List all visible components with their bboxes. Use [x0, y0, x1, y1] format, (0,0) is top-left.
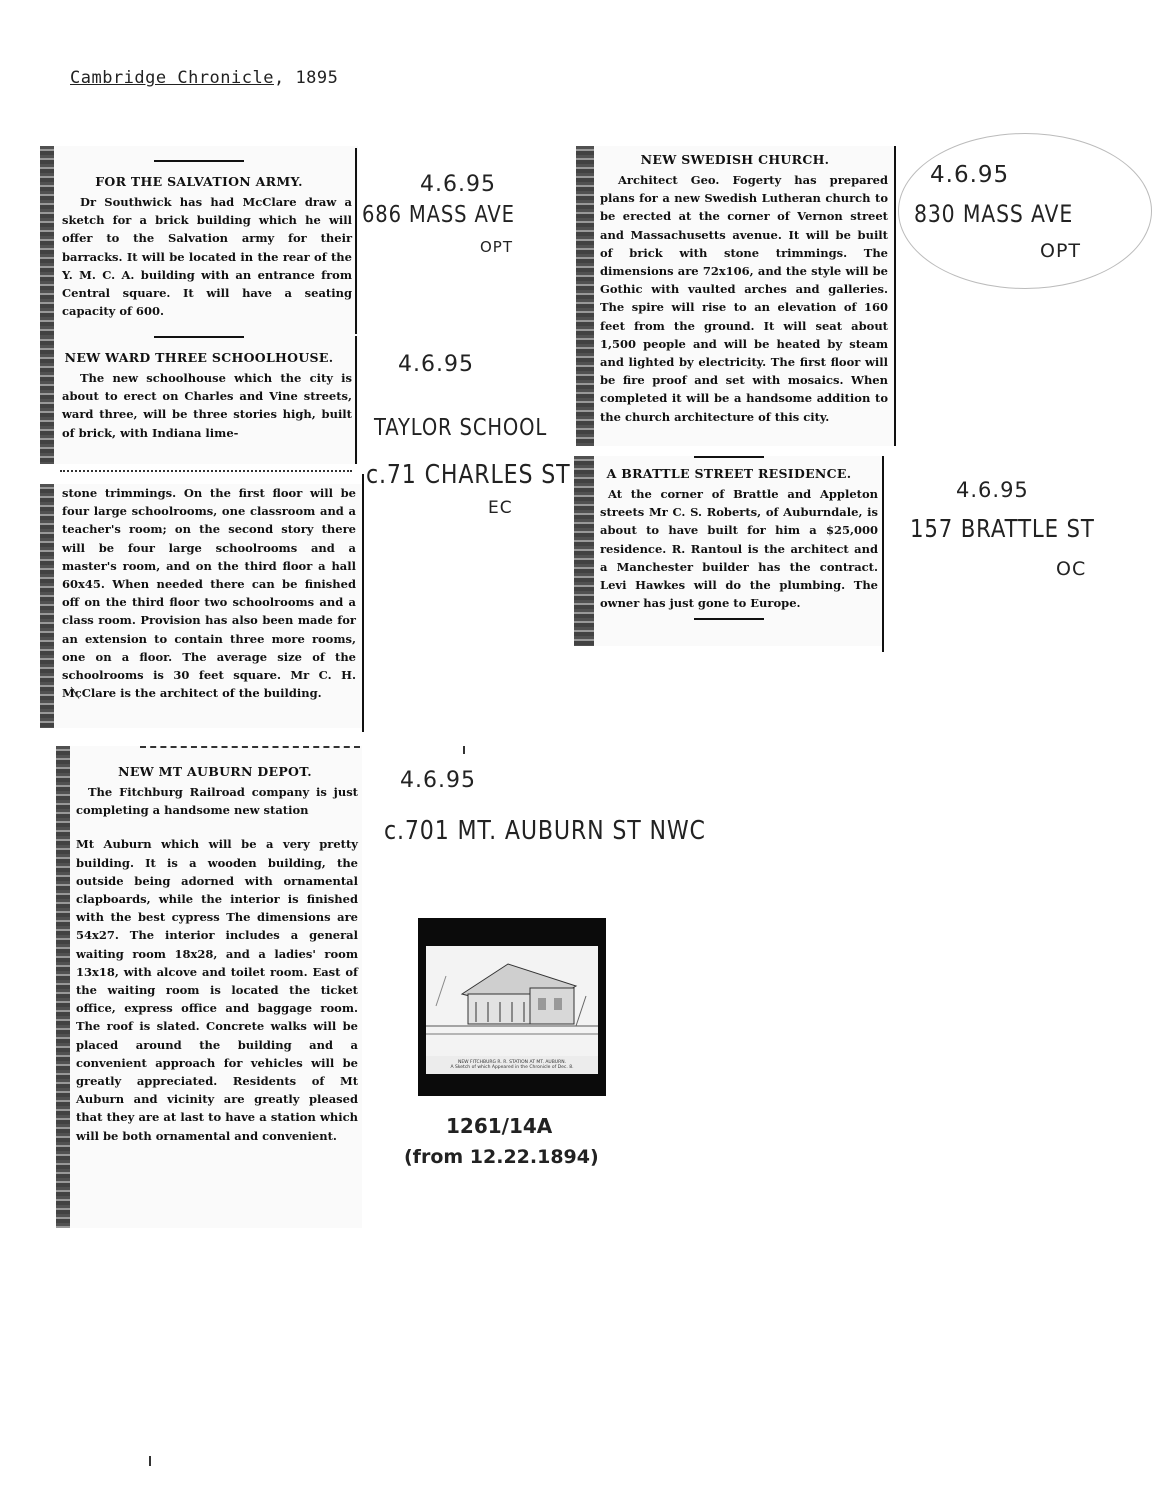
headline: NEW SWEDISH CHURCH.	[640, 152, 830, 167]
handwritten-date-salvation: 4.6.95	[420, 172, 496, 197]
article-body-continued: Mt Auburn which will be a very pretty building. It is a wooden building, the outside being adorned with ornamental clapboards, while the interior is finished with the best cypress The dimensions are 54x27. The interior includes a general waiting room 18x28, and a ladies' room 13x18, with alcove and toilet room. East of the waiting room is located the ticket office, express office and baggage room. The roof is slated. Concrete walks will be placed around the building and a convenient approach for vehicles will be greatly appreciated. Residents of Mt Auburn and vicinity are greatly pleased that they are at last to have a station which will be both ornamental and convenient.	[76, 837, 358, 1143]
document-header	[70, 68, 338, 88]
headline: NEW WARD THREE SCHOOLHOUSE.	[64, 350, 334, 365]
section-rule	[154, 160, 244, 162]
handwritten-code-brattle: OC	[1056, 558, 1087, 580]
handwritten-date-brattle: 4.6.95	[956, 478, 1029, 502]
torn-edge	[40, 484, 54, 728]
column-rule	[362, 474, 364, 732]
article-body: The new schoolhouse which the city is about to erect on Charles and Vine streets, ward three, will be three stories high, built of brick, with Indiana lime-	[62, 371, 352, 440]
handwritten-date-swedish: 4.6.95	[930, 162, 1010, 188]
dashed-rule	[140, 746, 360, 748]
handwritten-reference: 1261/14A	[446, 1114, 553, 1138]
column-rule	[355, 148, 357, 334]
column-rule	[355, 336, 357, 464]
handwritten-source-date: (from 12.22.1894)	[404, 1146, 599, 1168]
headline: NEW MT AUBURN DEPOT.	[118, 764, 312, 779]
clipping-ward-three-top	[40, 336, 358, 464]
clipping-salvation-army	[40, 146, 358, 336]
torn-edge	[574, 456, 594, 646]
handwritten-date-mt-auburn: 4.6.95	[400, 768, 476, 793]
torn-edge	[576, 146, 594, 446]
section-rule	[694, 618, 764, 620]
handwritten-address-brattle: 157 BRATTLE ST	[910, 514, 1095, 543]
section-rule	[154, 336, 244, 338]
publication-name: Cambridge Chronicle	[70, 68, 274, 88]
station-drawing-icon	[426, 946, 598, 1056]
clipping-mt-auburn	[56, 746, 362, 1228]
article-body: At the corner of Brattle and Appleton streets Mr C. S. Roberts, of Auburndale, is about to have built for him a $25,000 residence. R. Rantoul is the architect and a Manchester builder has the contract. Levi Hawkes will do the plumbing. The owner has just gone to Europe.	[600, 487, 878, 611]
headline: A BRATTLE STREET RESIDENCE.	[606, 466, 852, 481]
handwritten-code-swedish: OPT	[1040, 240, 1082, 262]
handwritten-school-name: TAYLOR SCHOOL	[374, 415, 548, 441]
photo-caption: NEW FITCHBURG R. R. STATION AT MT. AUBURN.	[457, 1060, 567, 1065]
station-sketch-image	[426, 946, 598, 1074]
publication-year: , 1895	[273, 68, 339, 88]
article-body: The Fitchburg Railroad company is just completing a handsome new station	[76, 785, 358, 818]
photo-subcaption: A Sketch of which Appeared in the Chronicle of Dec. 8.	[450, 1065, 574, 1070]
section-rule	[694, 456, 764, 458]
handwritten-code-ward-three: EC	[488, 498, 513, 518]
handwritten-address-mt-auburn: c.701 MT. AUBURN ST NWC	[384, 816, 706, 846]
column-rule	[882, 456, 884, 652]
torn-edge	[40, 146, 54, 336]
torn-edge	[40, 336, 54, 464]
clipping-ward-three-bottom	[40, 484, 362, 728]
headline: FOR THE SALVATION ARMY.	[95, 174, 303, 189]
handwritten-address-ward-three: c.71 CHARLES ST	[366, 460, 571, 490]
handwritten-code-salvation: OPT	[480, 238, 514, 256]
handwritten-address-swedish: 830 MASS AVE	[914, 200, 1074, 228]
stray-mark	[463, 746, 465, 754]
column-rule	[894, 146, 896, 446]
stray-mark	[149, 1456, 151, 1466]
article-body: Architect Geo. Fogerty has prepared plans for a new Swedish Lutheran church to be erected at the corner of Vernon street and Massachusetts avenue. It will be built of brick with stone trimmings. The dimensions are 72x106, and the style will be Gothic with vaulted arches and galleries. The spire will rise to an elevation of 160 feet from the ground. It will seat about 1,500 people and will be heated by steam and lighted by electricity. The first floor will be fire proof and set with mosaics. When completed it will be a handsome addition to the church architecture of this city.	[600, 173, 888, 424]
article-body: Dr Southwick has had McClare draw a sketch for a brick building which he will offer to the Salvation army for their barracks. It will be located in the rear of the Y. M. C. A. building with an entrance from Central square. It will have a seating capacity of 600.	[62, 195, 352, 319]
clipping-brattle-street	[574, 456, 884, 646]
article-body: stone trimmings. On the first floor will be four large schoolrooms, one classroom and a teacher's room; on the second story there will be four large schoolrooms and a master's room, and on the third floor a hall 60x45. When needed there can be finished off on the third floor two schoolrooms and a class room. Provision has also been made for an extension to contain three more rooms, one on a floor. The average size of the schoolrooms is 30 feet square. Mr C. H. McClare is the architect of the building.	[62, 486, 356, 701]
torn-edge	[56, 746, 70, 1228]
station-sketch-photo	[418, 918, 606, 1096]
handwritten-address-salvation: 686 MASS AVE	[362, 202, 515, 228]
handwritten-date-ward-three: 4.6.95	[398, 352, 474, 377]
dotted-cut-line	[60, 470, 352, 472]
clipping-swedish-church	[576, 146, 894, 446]
